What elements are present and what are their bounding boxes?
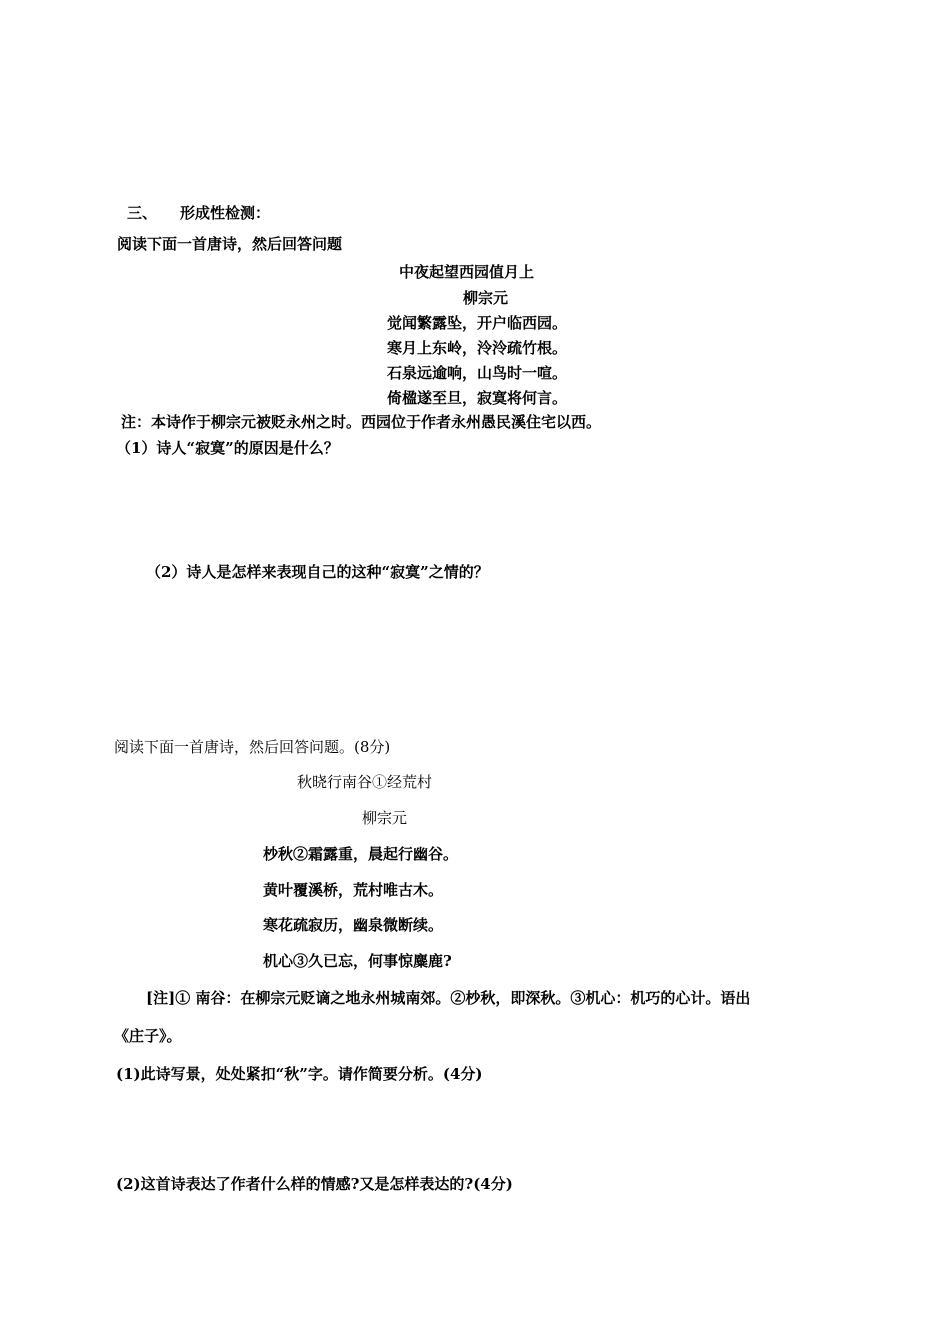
part1-poem-line: 倚楹遂至旦，寂寞将何言。 bbox=[387, 389, 568, 407]
part2-note-line-1: [注]① 南谷：在柳宗元贬谪之地永州城南郊。②杪秋，即深秋。③机心：机巧的心计。语出 bbox=[146, 989, 751, 1007]
part1-author: 柳宗元 bbox=[463, 289, 509, 307]
part2-question-2: (2)这首诗表达了作者什么样的情感?又是怎样表达的?(4分) bbox=[116, 1175, 513, 1193]
part1-poem-line: 寒月上东岭，泠泠疏竹根。 bbox=[387, 339, 568, 357]
part2-poem-line: 寒花疏寂历，幽泉微断续。 bbox=[263, 916, 444, 934]
part2-poem-line: 黄叶覆溪桥，荒村唯古木。 bbox=[263, 881, 444, 899]
part2-poem-title: 秋晓行南谷①经荒村 bbox=[297, 773, 433, 791]
part1-instruction: 阅读下面一首唐诗，然后回答问题 bbox=[117, 235, 343, 253]
part1-question-1: （1）诗人“寂寞”的原因是什么？ bbox=[116, 439, 339, 457]
part1-poem-title: 中夜起望西园值月上 bbox=[399, 263, 535, 281]
part2-author: 柳宗元 bbox=[362, 809, 408, 827]
part2-poem-line: 杪秋②霜露重，晨起行幽谷。 bbox=[263, 845, 459, 863]
part1-poem-line: 石泉远逾响，山鸟时一喧。 bbox=[387, 364, 568, 382]
section-title: 形成性检测： bbox=[180, 204, 271, 222]
part1-question-2: （2）诗人是怎样来表现自己的这种“寂寞”之情的？ bbox=[146, 563, 489, 581]
part2-note-line-2: 《庄子》。 bbox=[114, 1027, 182, 1045]
part1-poem-line: 觉闻繁露坠，开户临西园。 bbox=[387, 314, 568, 332]
part2-poem-line: 机心③久已忘，何事惊麋鹿? bbox=[263, 952, 452, 970]
part2-question-1: (1)此诗写景，处处紧扣“秋”字。请作简要分析。(4分) bbox=[116, 1065, 483, 1083]
section-number: 三、 bbox=[127, 204, 158, 222]
part2-instruction: 阅读下面一首唐诗，然后回答问题。(8分) bbox=[114, 738, 391, 756]
part1-note: 注：本诗作于柳宗元被贬永州之时。西园位于作者永州愚民溪住宅以西。 bbox=[121, 413, 602, 431]
